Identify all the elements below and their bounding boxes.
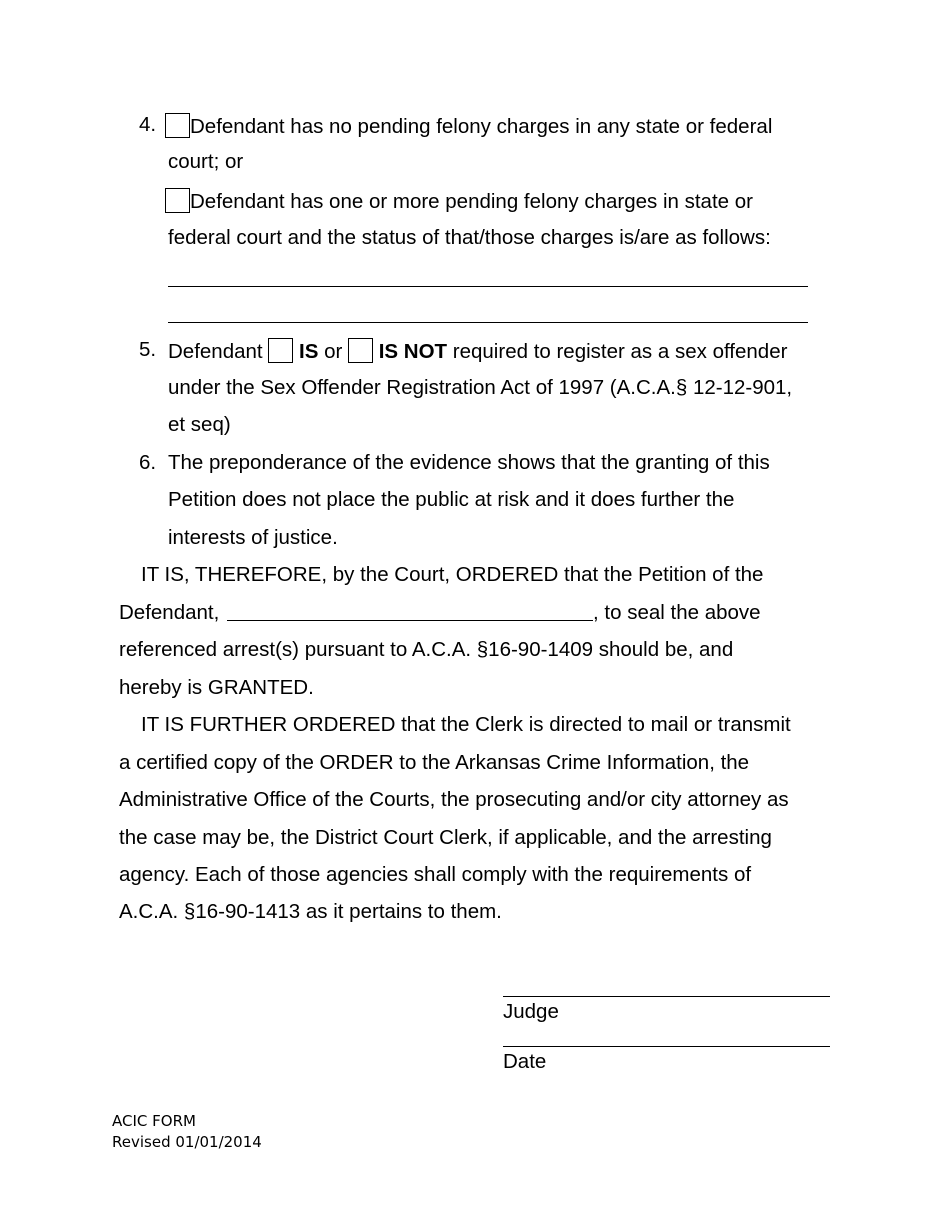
defendant-name-field[interactable] xyxy=(227,602,593,621)
item-4-option-a-line2: court; or xyxy=(168,150,244,173)
order-1-line2 xyxy=(119,601,761,625)
or-text: or xyxy=(324,340,343,363)
order-2-line1: IT IS FURTHER ORDERED that the Clerk is directed to mail or transmit xyxy=(141,713,791,736)
item-6-number: 6. xyxy=(139,451,157,474)
is-label: IS xyxy=(299,340,319,363)
order-2-line6: A.C.A. §16-90-1413 as it pertains to them. xyxy=(119,900,502,923)
date-label: Date xyxy=(503,1050,547,1073)
footer-revised: Revised 01/01/2014 xyxy=(112,1133,262,1151)
charges-status-line-1[interactable] xyxy=(168,286,808,287)
defendant-label: Defendant, xyxy=(119,601,220,624)
item-4-option-a-text: Defendant has no pending felony charges in any state or federal xyxy=(190,115,773,138)
is-required-checkbox[interactable] xyxy=(268,338,293,363)
item-5-suffix: required to register as a sex offender xyxy=(452,340,788,363)
item-5-prefix: Defendant xyxy=(168,340,263,363)
judge-label: Judge xyxy=(503,1000,559,1023)
item-4-option-b-text: Defendant has one or more pending felony charges in state or xyxy=(190,190,753,213)
item-6-line3: interests of justice. xyxy=(168,526,338,549)
order-2-line2: a certified copy of the ORDER to the Arkansas Crime Information, the xyxy=(119,751,750,774)
item-4-option-b-line2: federal court and the status of that/those charges is/are as follows: xyxy=(168,226,771,249)
order-1-line3: referenced arrest(s) pursuant to A.C.A. §16-90-1409 should be, and xyxy=(119,638,734,661)
item-4-number: 4. xyxy=(139,113,157,136)
item-4-option-a xyxy=(165,113,772,139)
judge-signature-line[interactable] xyxy=(503,996,830,997)
date-signature-line[interactable] xyxy=(503,1046,830,1047)
item-6-line1: The preponderance of the evidence shows that the granting of this xyxy=(168,451,770,474)
order-1-line4: hereby is GRANTED. xyxy=(119,676,314,699)
no-pending-charges-checkbox[interactable] xyxy=(165,113,190,138)
item-5-line2: under the Sex Offender Registration Act of 1997 (A.C.A.§ 12-12-901, xyxy=(168,376,793,399)
order-1-line2-suffix: , to seal the above xyxy=(593,601,761,624)
order-2-line4: the case may be, the District Court Clerk, if applicable, and the arresting xyxy=(119,826,772,849)
order-2-line3: Administrative Office of the Courts, the prosecuting and/or city attorney as xyxy=(119,788,789,811)
item-5-line1 xyxy=(168,338,787,364)
footer-form-name: ACIC FORM xyxy=(112,1112,196,1130)
order-2-line5: agency. Each of those agencies shall comply with the requirements of xyxy=(119,863,752,886)
is-not-label: IS NOT xyxy=(378,340,448,363)
item-5-number: 5. xyxy=(139,338,157,361)
item-5-line3: et seq) xyxy=(168,413,231,436)
order-1-line1: IT IS, THEREFORE, by the Court, ORDERED that the Petition of the xyxy=(141,563,764,586)
pending-charges-checkbox[interactable] xyxy=(165,188,190,213)
item-4-option-b xyxy=(165,188,753,214)
charges-status-line-2[interactable] xyxy=(168,322,808,323)
item-6-line2: Petition does not place the public at risk and it does further the xyxy=(168,488,735,511)
is-not-required-checkbox[interactable] xyxy=(348,338,373,363)
